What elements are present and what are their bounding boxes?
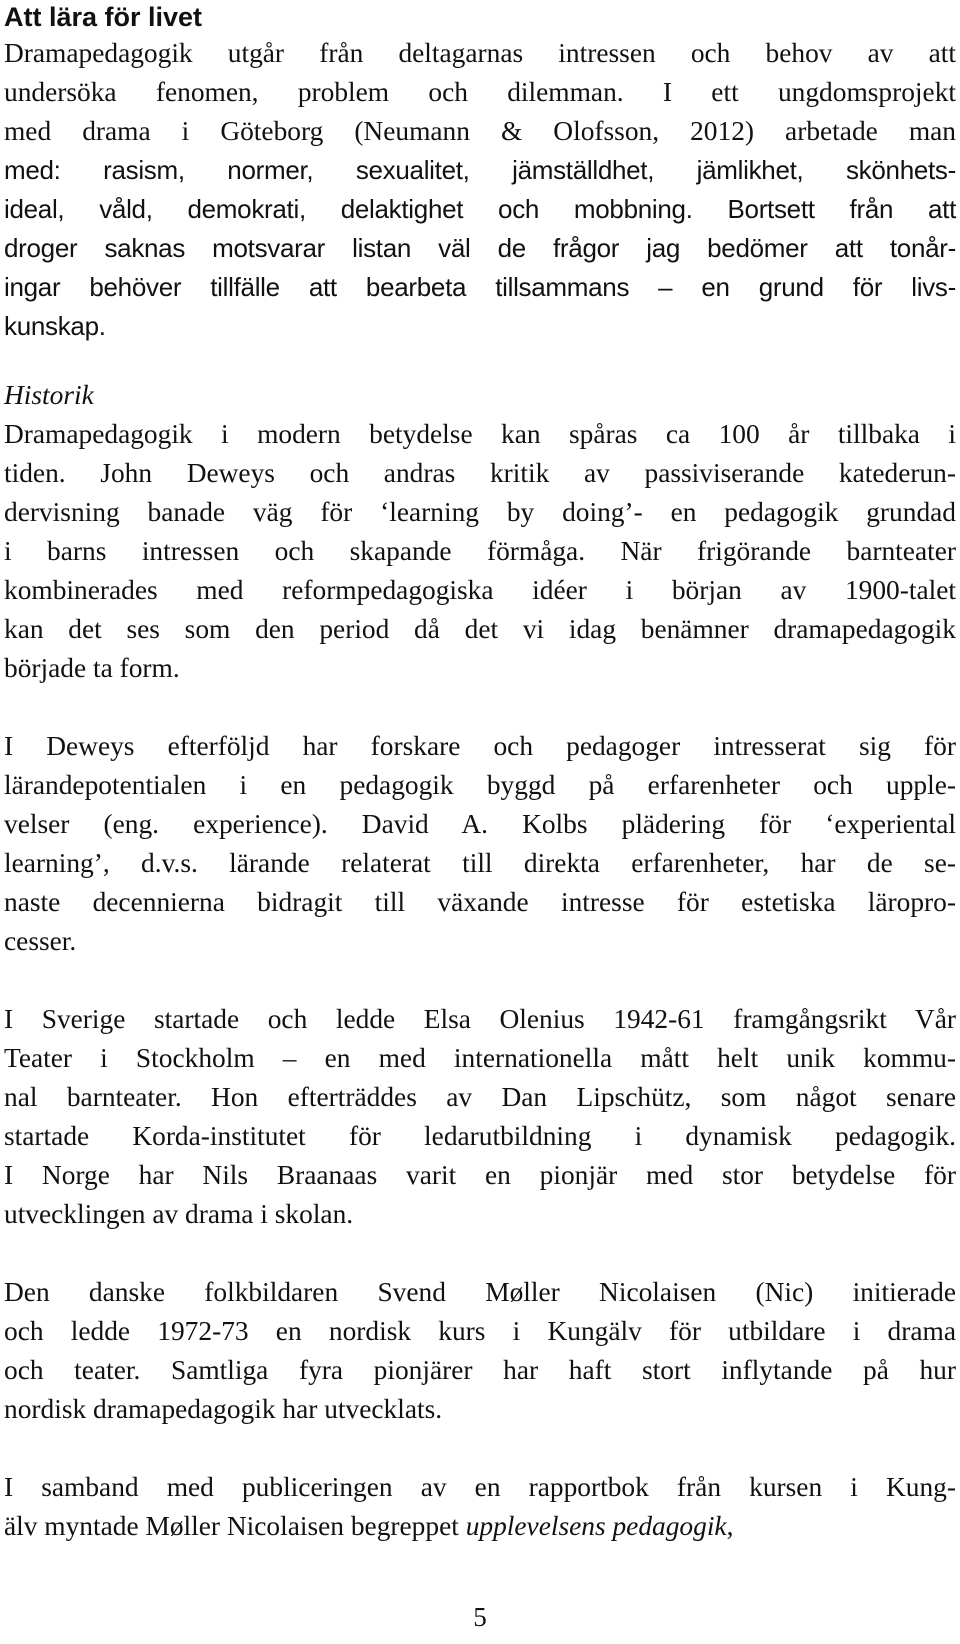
history-paragraph-4 bbox=[4, 1273, 956, 1429]
text-line: droger saknas motsvarar listan väl de frågor jag bedömer att tonår- bbox=[4, 233, 956, 263]
subheading-historik: Historik bbox=[4, 380, 94, 410]
text-line: Teater i Stockholm – en med internationella mått helt unik kommu- bbox=[4, 1043, 956, 1073]
text-line: började ta form. bbox=[4, 653, 180, 683]
text-line: undersöka fenomen, problem och dilemman. I ett ungdomsprojekt bbox=[4, 77, 956, 107]
text-line: kan det ses som den period då det vi idag benämner dramapedagogik bbox=[4, 614, 956, 644]
text-line: och ledde 1972-73 en nordisk kurs i Kungälv för utbildare i drama bbox=[4, 1316, 956, 1346]
text-line: Den danske folkbildaren Svend Møller Nicolaisen (Nic) initierade bbox=[4, 1277, 956, 1307]
text-line: ingar behöver tillfälle att bearbeta tillsammans – en grund för livs- bbox=[4, 272, 956, 302]
text-line: kunskap. bbox=[4, 311, 106, 341]
history-paragraph-2 bbox=[4, 727, 956, 961]
text-run: , bbox=[726, 1511, 734, 1541]
history-paragraph-1 bbox=[4, 415, 956, 688]
text-line: utvecklingen av drama i skolan. bbox=[4, 1199, 354, 1229]
text-line: I Sverige startade och ledde Elsa Olenius 1942-61 framgångsrikt Vår bbox=[4, 1004, 956, 1034]
text-line: naste decennierna bidragit till växande intresse för estetiska läropro- bbox=[4, 887, 956, 917]
text-line: nal barnteater. Hon efterträddes av Dan Lipschütz, som något senare bbox=[4, 1082, 956, 1112]
text-line: Dramapedagogik i modern betydelse kan spåras ca 100 år tillbaka i bbox=[4, 419, 956, 449]
history-paragraph-3 bbox=[4, 1000, 956, 1234]
text-line: och teater. Samtliga fyra pionjärer har haft stort inflytande på hur bbox=[4, 1355, 956, 1385]
text-line: cesser. bbox=[4, 926, 77, 956]
text-line: I Norge har Nils Braanaas varit en pionjär med stor betydelse för bbox=[4, 1160, 956, 1190]
text-line: velser (eng. experience). David A. Kolbs plädering för ‘experiental bbox=[4, 809, 956, 839]
text-line: dervisning banade väg för ‘learning by doing’- en pedagogik grundad bbox=[4, 497, 956, 527]
page-number: 5 bbox=[473, 1602, 487, 1632]
text-line: learning’, d.v.s. lärande relaterat till direkta erfarenheter, har de se- bbox=[4, 848, 956, 878]
history-paragraph-5 bbox=[4, 1468, 956, 1546]
text-line: I samband med publiceringen av en rapportbok från kursen i Kung- bbox=[4, 1472, 956, 1502]
text-line: lärandepotentialen i en pedagogik byggd på erfarenheter och upple- bbox=[4, 770, 956, 800]
document-page bbox=[4, 0, 956, 1546]
text-line: i barns intressen och skapande förmåga. När frigörande barnteater bbox=[4, 536, 956, 566]
text-line: tiden. John Deweys och andras kritik av passiviserande katederun- bbox=[4, 458, 956, 488]
intro-paragraph bbox=[4, 34, 956, 346]
italic-term: upplevelsens pedagogik bbox=[465, 1511, 727, 1541]
text-line: med: rasism, normer, sexualitet, jämställdhet, jämlikhet, skönhets- bbox=[4, 155, 956, 185]
text-line: startade Korda-institutet för ledarutbildning i dynamisk pedagogik. bbox=[4, 1121, 956, 1151]
text-line: ideal, våld, demokrati, delaktighet och mobbning. Bortsett från att bbox=[4, 194, 956, 224]
text-line: kombinerades med reformpedagogiska idéer i början av 1900-talet bbox=[4, 575, 956, 605]
text-line: nordisk dramapedagogik har utvecklats. bbox=[4, 1394, 443, 1424]
text-line: I Deweys efterföljd har forskare och pedagoger intresserat sig för bbox=[4, 731, 956, 761]
text-line: med drama i Göteborg (Neumann & Olofsson, 2012) arbetade man bbox=[4, 116, 956, 146]
text-line bbox=[4, 1507, 956, 1546]
section-heading: Att lära för livet bbox=[4, 2, 203, 32]
text-run: älv myntade Møller Nicolaisen begreppet bbox=[4, 1511, 466, 1541]
text-line: Dramapedagogik utgår från deltagarnas intressen och behov av att bbox=[4, 38, 956, 68]
